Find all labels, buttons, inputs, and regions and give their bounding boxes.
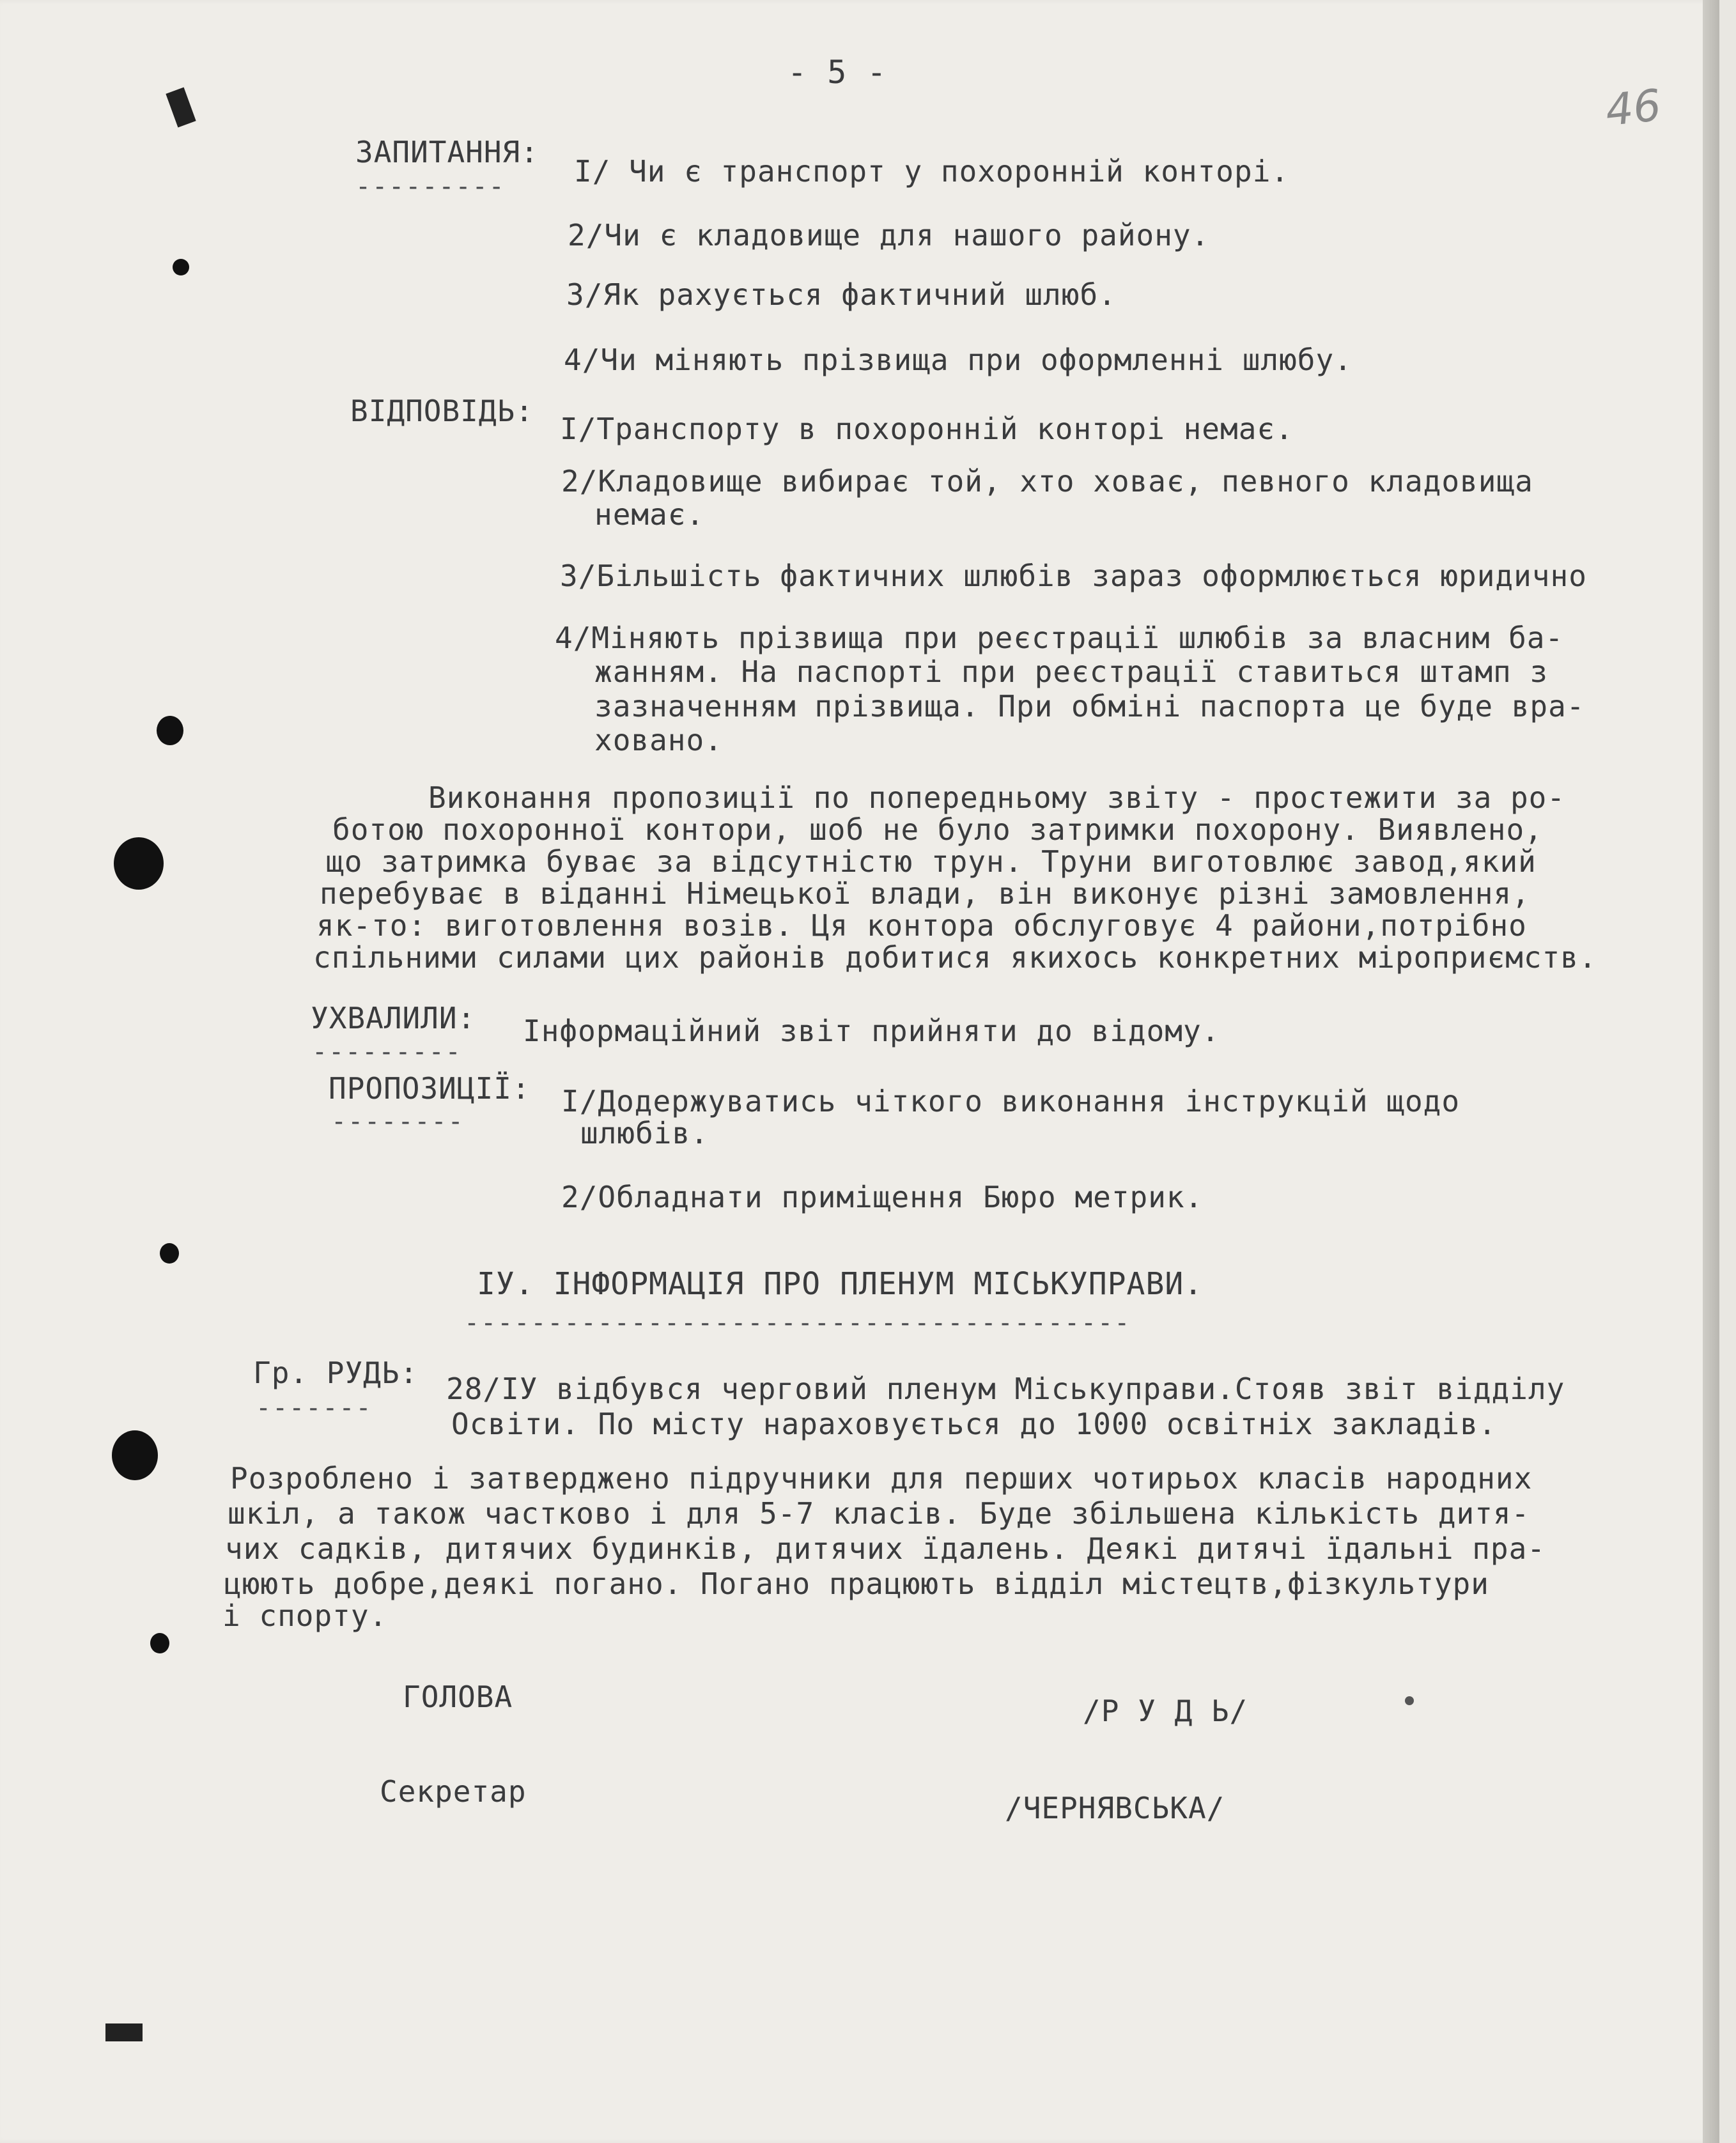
question-item: 2/Чи є кладовище для нашого району. bbox=[568, 218, 1210, 252]
questions-label: ЗАПИТАННЯ: bbox=[355, 135, 539, 169]
page-number: - 5 - bbox=[787, 54, 887, 91]
resolved-text: Інформаційний звіт прийняти до відому. bbox=[523, 1014, 1220, 1048]
answer-item: 3/Більшість фактичних шлюбів зараз оформлюється юридично bbox=[560, 559, 1587, 593]
chair-label: ГОЛОВА bbox=[403, 1680, 513, 1714]
punch-hole bbox=[160, 1243, 179, 1264]
punch-hole bbox=[150, 1633, 169, 1653]
binding-mark bbox=[166, 88, 196, 128]
paragraph-line: спільними силами цих районів добитися якихось конкретних міроприємств. bbox=[313, 940, 1597, 975]
ink-dot bbox=[1405, 1696, 1414, 1705]
answer-item: жанням. На паспорті при реєстрації ставиться штамп з bbox=[594, 654, 1549, 689]
question-item: 4/Чи міняють прізвища при оформленні шлюбу. bbox=[564, 343, 1352, 377]
speaker-label: Гр. РУДЬ: bbox=[253, 1356, 419, 1390]
answer-item: I/Транспорту в похоронній конторі немає. bbox=[560, 412, 1294, 446]
speaker-line: Освіти. По місту нараховується до 1000 освітніх закладів. bbox=[451, 1407, 1497, 1441]
paragraph-line: як-то: виготовлення возів. Ця контора обслуговує 4 райони,потрібно bbox=[316, 908, 1527, 943]
answer-item: немає. bbox=[594, 497, 705, 532]
resolved-label: УХВАЛИЛИ: bbox=[311, 1001, 476, 1035]
paragraph-line: і спорту. bbox=[222, 1598, 388, 1633]
paragraph-line: чих садків, дитячих будинків, дитячих їдалень. Деякі дитячі їдальні пра- bbox=[225, 1531, 1546, 1566]
resolved-underline: --------- bbox=[312, 1037, 462, 1067]
paragraph-line: Розроблено і затверджено підручники для перших чотирьох класів народних bbox=[230, 1461, 1533, 1496]
folio-number: 46 bbox=[1603, 80, 1664, 137]
punch-hole bbox=[112, 1430, 158, 1480]
page-edge bbox=[1703, 0, 1719, 2143]
chair-name: /Р У Д Ь/ bbox=[1083, 1694, 1248, 1728]
answer-item: зазначенням прізвища. При обміні паспорта це буде вра- bbox=[594, 689, 1585, 723]
proposals-underline: -------- bbox=[331, 1107, 465, 1136]
question-item: I/ Чи є транспорт у похоронній конторі. bbox=[574, 154, 1290, 189]
answer-item: 4/Міняють прізвища при реєстрації шлюбів за власним ба- bbox=[555, 621, 1564, 655]
answer-item: 2/Кладовище вибирає той, хто ховає, певного кладовища bbox=[561, 464, 1533, 499]
speaker-line: 28/ІУ відбувся черговий пленум Міськуправи.Стояв звіт відділу bbox=[446, 1372, 1565, 1406]
punch-hole bbox=[114, 837, 164, 890]
questions-underline: --------- bbox=[355, 172, 506, 201]
proposals-label: ПРОПОЗИЦІЇ: bbox=[329, 1071, 531, 1106]
paragraph-line: перебуває в віданні Німецької влади, він виконує різні замовлення, bbox=[320, 876, 1530, 911]
punch-hole bbox=[157, 716, 183, 745]
question-item: 3/Як рахується фактичний шлюб. bbox=[566, 277, 1117, 312]
secretary-name: /ЧЕРНЯВСЬКА/ bbox=[1005, 1791, 1225, 1825]
proposal-item: шлюбів. bbox=[580, 1116, 709, 1150]
proposal-item: I/Додержуватись чіткого виконання інструкцій щодо bbox=[561, 1084, 1461, 1118]
proposal-item: 2/Обладнати приміщення Бюро метрик. bbox=[561, 1180, 1204, 1214]
answers-label: ВІДПОВІДЬ: bbox=[350, 394, 534, 428]
paragraph-line: Виконання пропозиції по попередньому звіту - простежити за ро- bbox=[428, 780, 1566, 815]
secretary-label: Секретар bbox=[380, 1774, 527, 1809]
section-heading: ІУ. ІНФОРМАЦІЯ ПРО ПЛЕНУМ МІСЬКУПРАВИ. bbox=[477, 1266, 1204, 1302]
answer-item: ховано. bbox=[594, 723, 723, 757]
section-underline: ---------------------------------------- bbox=[464, 1308, 1131, 1338]
paragraph-line: що затримка буває за відсутністю трун. Труни виготовлює завод,який bbox=[326, 844, 1537, 879]
paragraph-line: ботою похоронної контори, шоб не було затримки похорону. Виявлено, bbox=[332, 812, 1543, 847]
binding-mark bbox=[105, 2023, 143, 2041]
punch-hole bbox=[173, 259, 189, 275]
paragraph-line: шкіл, а також частково і для 5-7 класів. Буде збільшена кількість дитя- bbox=[228, 1496, 1530, 1531]
speaker-underline: ------- bbox=[256, 1393, 373, 1423]
paragraph-line: цюють добре,деякі погано. Погано працюють відділ містецтв,фізкультури bbox=[224, 1567, 1489, 1601]
